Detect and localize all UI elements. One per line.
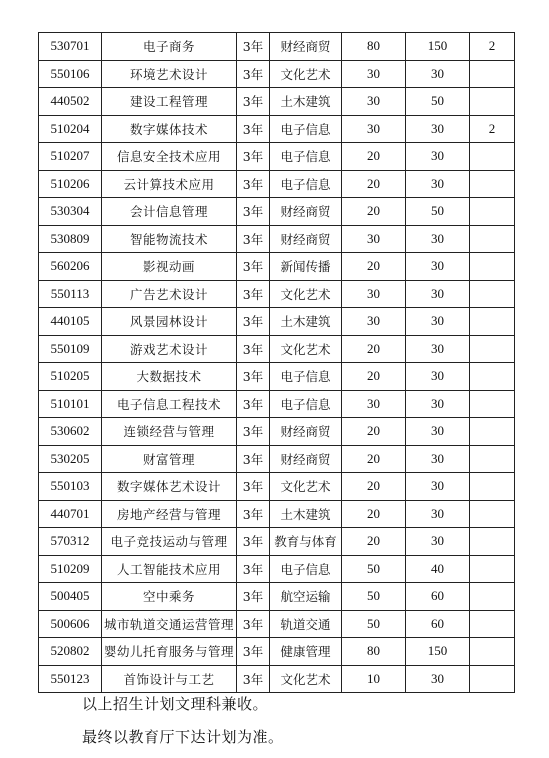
- plan-count-a-cell: 30: [342, 308, 406, 336]
- plan-count-b-cell: 30: [406, 280, 470, 308]
- extra-count-cell: [470, 143, 515, 171]
- plan-count-b-cell: 30: [406, 225, 470, 253]
- plan-count-a-cell: 20: [342, 418, 406, 446]
- major-name-cell: 会计信息管理: [102, 198, 237, 226]
- plan-count-b-cell: 30: [406, 363, 470, 391]
- duration-cell: 3年: [237, 610, 270, 638]
- plan-count-b-cell: 30: [406, 115, 470, 143]
- extra-count-cell: [470, 610, 515, 638]
- category-cell: 新闻传播: [270, 253, 342, 281]
- table-row: [39, 335, 515, 363]
- plan-count-a-cell: 20: [342, 528, 406, 556]
- major-code-cell: 530602: [39, 418, 102, 446]
- duration-cell: 3年: [237, 473, 270, 501]
- major-name-cell: 智能物流技术: [102, 225, 237, 253]
- plan-count-a-cell: 30: [342, 280, 406, 308]
- major-name-cell: 首饰设计与工艺: [102, 665, 237, 693]
- category-cell: 电子信息: [270, 390, 342, 418]
- duration-cell: 3年: [237, 335, 270, 363]
- major-name-cell: 房地产经营与管理: [102, 500, 237, 528]
- extra-count-cell: [470, 665, 515, 693]
- plan-count-b-cell: 30: [406, 665, 470, 693]
- extra-count-cell: [470, 445, 515, 473]
- plan-count-b-cell: 30: [406, 445, 470, 473]
- category-cell: 文化艺术: [270, 60, 342, 88]
- major-code-cell: 550106: [39, 60, 102, 88]
- table-row: [39, 115, 515, 143]
- plan-count-a-cell: 50: [342, 583, 406, 611]
- table-row: [39, 33, 515, 61]
- table-body: [39, 33, 515, 693]
- category-cell: 土木建筑: [270, 308, 342, 336]
- major-code-cell: 550123: [39, 665, 102, 693]
- extra-count-cell: [470, 473, 515, 501]
- plan-count-b-cell: 30: [406, 390, 470, 418]
- major-code-cell: 530809: [39, 225, 102, 253]
- table-row: [39, 445, 515, 473]
- major-name-cell: 影视动画: [102, 253, 237, 281]
- duration-cell: 3年: [237, 33, 270, 61]
- plan-count-b-cell: 150: [406, 33, 470, 61]
- major-code-cell: 560206: [39, 253, 102, 281]
- extra-count-cell: [470, 198, 515, 226]
- major-name-cell: 电子商务: [102, 33, 237, 61]
- extra-count-cell: [470, 363, 515, 391]
- category-cell: 财经商贸: [270, 418, 342, 446]
- category-cell: 文化艺术: [270, 473, 342, 501]
- extra-count-cell: [470, 280, 515, 308]
- plan-count-b-cell: 50: [406, 88, 470, 116]
- table-row: [39, 143, 515, 171]
- table-row: [39, 390, 515, 418]
- plan-count-a-cell: 30: [342, 225, 406, 253]
- category-cell: 财经商贸: [270, 33, 342, 61]
- plan-count-a-cell: 20: [342, 473, 406, 501]
- table-row: [39, 225, 515, 253]
- major-code-cell: 440502: [39, 88, 102, 116]
- plan-count-a-cell: 20: [342, 335, 406, 363]
- major-name-cell: 数字媒体技术: [102, 115, 237, 143]
- major-code-cell: 550113: [39, 280, 102, 308]
- major-code-cell: 440105: [39, 308, 102, 336]
- plan-count-a-cell: 20: [342, 363, 406, 391]
- plan-count-b-cell: 30: [406, 528, 470, 556]
- category-cell: 土木建筑: [270, 500, 342, 528]
- plan-count-a-cell: 80: [342, 33, 406, 61]
- plan-count-a-cell: 30: [342, 390, 406, 418]
- extra-count-cell: [470, 528, 515, 556]
- plan-count-a-cell: 20: [342, 445, 406, 473]
- note-final-plan: 最终以教育厅下达计划为准。: [82, 728, 284, 746]
- major-name-cell: 连锁经营与管理: [102, 418, 237, 446]
- major-code-cell: 550103: [39, 473, 102, 501]
- major-code-cell: 530205: [39, 445, 102, 473]
- major-code-cell: 440701: [39, 500, 102, 528]
- category-cell: 财经商贸: [270, 225, 342, 253]
- category-cell: 电子信息: [270, 555, 342, 583]
- plan-count-b-cell: 30: [406, 170, 470, 198]
- plan-count-a-cell: 20: [342, 198, 406, 226]
- duration-cell: 3年: [237, 143, 270, 171]
- table-row: [39, 418, 515, 446]
- major-code-cell: 550109: [39, 335, 102, 363]
- extra-count-cell: 2: [470, 115, 515, 143]
- duration-cell: 3年: [237, 665, 270, 693]
- table-row: [39, 473, 515, 501]
- category-cell: 航空运输: [270, 583, 342, 611]
- plan-count-b-cell: 30: [406, 60, 470, 88]
- major-code-cell: 510101: [39, 390, 102, 418]
- duration-cell: 3年: [237, 170, 270, 198]
- note-admission: 以上招生计划文理科兼收。: [82, 695, 269, 713]
- extra-count-cell: [470, 170, 515, 198]
- plan-count-b-cell: 30: [406, 253, 470, 281]
- plan-count-a-cell: 10: [342, 665, 406, 693]
- plan-count-b-cell: 50: [406, 198, 470, 226]
- plan-count-a-cell: 30: [342, 60, 406, 88]
- major-code-cell: 510206: [39, 170, 102, 198]
- duration-cell: 3年: [237, 198, 270, 226]
- duration-cell: 3年: [237, 280, 270, 308]
- plan-count-b-cell: 60: [406, 610, 470, 638]
- extra-count-cell: [470, 500, 515, 528]
- major-code-cell: 510207: [39, 143, 102, 171]
- category-cell: 财经商贸: [270, 198, 342, 226]
- duration-cell: 3年: [237, 115, 270, 143]
- plan-count-b-cell: 30: [406, 143, 470, 171]
- duration-cell: 3年: [237, 418, 270, 446]
- table-row: [39, 638, 515, 666]
- extra-count-cell: [470, 225, 515, 253]
- plan-count-a-cell: 20: [342, 170, 406, 198]
- duration-cell: 3年: [237, 583, 270, 611]
- category-cell: 电子信息: [270, 115, 342, 143]
- duration-cell: 3年: [237, 445, 270, 473]
- major-code-cell: 530304: [39, 198, 102, 226]
- extra-count-cell: [470, 60, 515, 88]
- major-name-cell: 云计算技术应用: [102, 170, 237, 198]
- category-cell: 财经商贸: [270, 445, 342, 473]
- major-code-cell: 500606: [39, 610, 102, 638]
- plan-count-a-cell: 50: [342, 555, 406, 583]
- plan-count-b-cell: 30: [406, 500, 470, 528]
- notes: [82, 688, 284, 754]
- table-row: [39, 363, 515, 391]
- plan-count-b-cell: 30: [406, 335, 470, 363]
- major-name-cell: 风景园林设计: [102, 308, 237, 336]
- extra-count-cell: [470, 390, 515, 418]
- plan-count-a-cell: 20: [342, 143, 406, 171]
- table-row: [39, 555, 515, 583]
- plan-count-b-cell: 30: [406, 473, 470, 501]
- duration-cell: 3年: [237, 363, 270, 391]
- table-row: [39, 528, 515, 556]
- extra-count-cell: [470, 638, 515, 666]
- duration-cell: 3年: [237, 308, 270, 336]
- extra-count-cell: [470, 418, 515, 446]
- table-row: [39, 170, 515, 198]
- extra-count-cell: [470, 555, 515, 583]
- extra-count-cell: [470, 308, 515, 336]
- major-name-cell: 信息安全技术应用: [102, 143, 237, 171]
- category-cell: 土木建筑: [270, 88, 342, 116]
- plan-count-b-cell: 30: [406, 418, 470, 446]
- major-name-cell: 数字媒体艺术设计: [102, 473, 237, 501]
- major-name-cell: 电子竞技运动与管理: [102, 528, 237, 556]
- major-name-cell: 广告艺术设计: [102, 280, 237, 308]
- extra-count-cell: [470, 335, 515, 363]
- major-code-cell: 510205: [39, 363, 102, 391]
- table-row: [39, 198, 515, 226]
- major-code-cell: 510204: [39, 115, 102, 143]
- category-cell: 健康管理: [270, 638, 342, 666]
- major-name-cell: 环境艺术设计: [102, 60, 237, 88]
- duration-cell: 3年: [237, 88, 270, 116]
- table-row: [39, 610, 515, 638]
- duration-cell: 3年: [237, 225, 270, 253]
- major-name-cell: 游戏艺术设计: [102, 335, 237, 363]
- plan-count-a-cell: 30: [342, 115, 406, 143]
- extra-count-cell: 2: [470, 33, 515, 61]
- table-row: [39, 253, 515, 281]
- table-row: [39, 500, 515, 528]
- category-cell: 教育与体育: [270, 528, 342, 556]
- extra-count-cell: [470, 583, 515, 611]
- plan-count-a-cell: 80: [342, 638, 406, 666]
- duration-cell: 3年: [237, 555, 270, 583]
- plan-count-a-cell: 20: [342, 500, 406, 528]
- category-cell: 文化艺术: [270, 665, 342, 693]
- plan-count-a-cell: 50: [342, 610, 406, 638]
- duration-cell: 3年: [237, 638, 270, 666]
- duration-cell: 3年: [237, 390, 270, 418]
- duration-cell: 3年: [237, 60, 270, 88]
- table-row: [39, 60, 515, 88]
- table-row: [39, 280, 515, 308]
- table-row: [39, 88, 515, 116]
- category-cell: 电子信息: [270, 170, 342, 198]
- major-name-cell: 城市轨道交通运营管理: [102, 610, 237, 638]
- major-name-cell: 建设工程管理: [102, 88, 237, 116]
- major-code-cell: 530701: [39, 33, 102, 61]
- duration-cell: 3年: [237, 500, 270, 528]
- table-row: [39, 308, 515, 336]
- major-name-cell: 人工智能技术应用: [102, 555, 237, 583]
- category-cell: 文化艺术: [270, 335, 342, 363]
- enrollment-plan-table: [38, 32, 515, 693]
- major-code-cell: 520802: [39, 638, 102, 666]
- major-code-cell: 570312: [39, 528, 102, 556]
- category-cell: 文化艺术: [270, 280, 342, 308]
- plan-count-a-cell: 30: [342, 88, 406, 116]
- category-cell: 电子信息: [270, 363, 342, 391]
- major-name-cell: 财富管理: [102, 445, 237, 473]
- plan-count-b-cell: 40: [406, 555, 470, 583]
- plan-count-b-cell: 30: [406, 308, 470, 336]
- table-row: [39, 583, 515, 611]
- category-cell: 轨道交通: [270, 610, 342, 638]
- plan-count-b-cell: 60: [406, 583, 470, 611]
- extra-count-cell: [470, 253, 515, 281]
- major-code-cell: 500405: [39, 583, 102, 611]
- major-name-cell: 电子信息工程技术: [102, 390, 237, 418]
- plan-count-a-cell: 20: [342, 253, 406, 281]
- duration-cell: 3年: [237, 253, 270, 281]
- category-cell: 电子信息: [270, 143, 342, 171]
- major-name-cell: 婴幼儿托育服务与管理: [102, 638, 237, 666]
- duration-cell: 3年: [237, 528, 270, 556]
- major-name-cell: 大数据技术: [102, 363, 237, 391]
- plan-count-b-cell: 150: [406, 638, 470, 666]
- major-code-cell: 510209: [39, 555, 102, 583]
- major-name-cell: 空中乘务: [102, 583, 237, 611]
- extra-count-cell: [470, 88, 515, 116]
